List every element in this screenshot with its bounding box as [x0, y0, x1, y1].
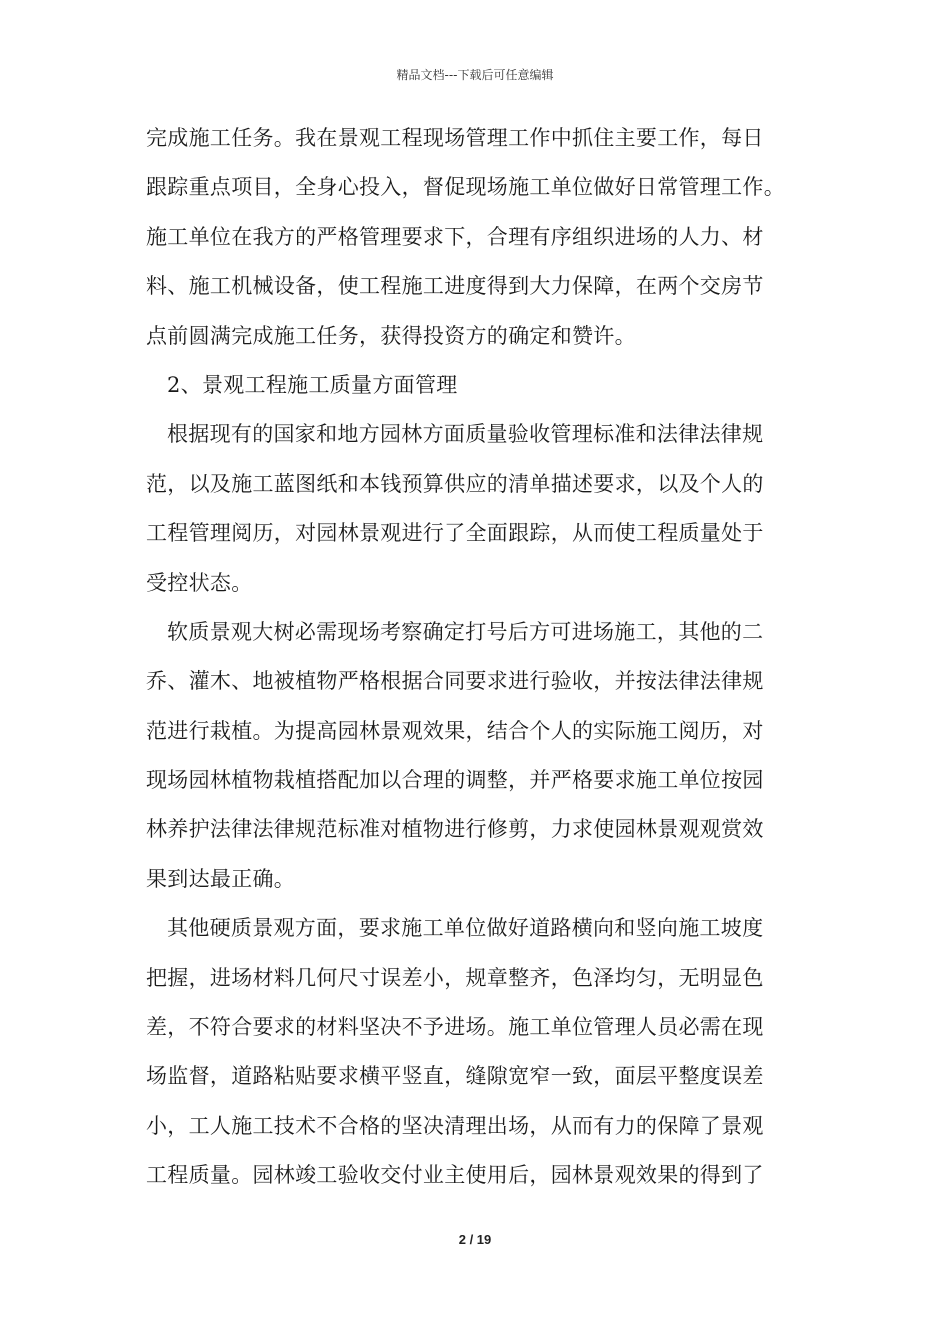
text-line: 工程质量。园林竣工验收交付业主使用后，园林景观效果的得到了	[146, 1163, 764, 1188]
text-line: 范，以及施工蓝图纸和本钱预算供应的清单描述要求，以及个人的	[146, 471, 764, 496]
text-line: 果到达最正确。	[146, 866, 296, 891]
text-line: 点前圆满完成施工任务，获得投资方的确定和赞许。	[146, 323, 636, 348]
document-body	[146, 126, 811, 1213]
text-line: 现场园林植物栽植搭配加以合理的调整，并严格要求施工单位按园	[146, 768, 764, 793]
section-heading: 2、景观工程施工质量方面管理	[167, 372, 458, 397]
text-line: 差，不符合要求的材料坚决不予进场。施工单位管理人员必需在现	[146, 1015, 764, 1040]
paragraph-first-line: 软质景观大树必需现场考察确定打号后方可进场施工，其他的二	[167, 619, 764, 644]
text-line: 受控状态。	[146, 570, 253, 595]
text-line: 场监督，道路粘贴要求横平竖直，缝隙宽窄一致，面层平整度误差	[146, 1064, 764, 1089]
page-header: 精品文档---下载后可任意编辑	[396, 68, 554, 82]
text-line: 跟踪重点项目，全身心投入，督促现场施工单位做好日常管理工作。	[146, 175, 785, 200]
text-line: 完成施工任务。我在景观工程现场管理工作中抓住主要工作，每日	[146, 126, 764, 150]
text-line: 乔、灌木、地被植物严格根据合同要求进行验收，并按法律法律规	[146, 669, 764, 694]
paragraph-first-line: 根据现有的国家和地方园林方面质量验收管理标准和法律法律规	[167, 422, 764, 447]
text-line: 范进行栽植。为提高园林景观效果，结合个人的实际施工阅历，对	[146, 718, 764, 743]
text-line: 小，工人施工技术不合格的坚决清理出场，从而有力的保障了景观	[146, 1113, 764, 1138]
text-line: 施工单位在我方的严格管理要求下，合理有序组织进场的人力、材	[146, 224, 764, 249]
text-line: 把握，进场材料几何尺寸误差小，规章整齐，色泽均匀，无明显色	[146, 965, 764, 990]
page-number: 2 / 19	[458, 1232, 492, 1247]
text-line: 林养护法律法律规范标准对植物进行修剪，力求使园林景观观赏效	[146, 817, 764, 842]
text-line: 工程管理阅历，对园林景观进行了全面跟踪，从而使工程质量处于	[146, 521, 764, 546]
paragraph-first-line: 其他硬质景观方面，要求施工单位做好道路横向和竖向施工坡度	[167, 916, 764, 941]
text-line: 料、施工机械设备，使工程施工进度得到大力保障，在两个交房节	[146, 274, 764, 299]
